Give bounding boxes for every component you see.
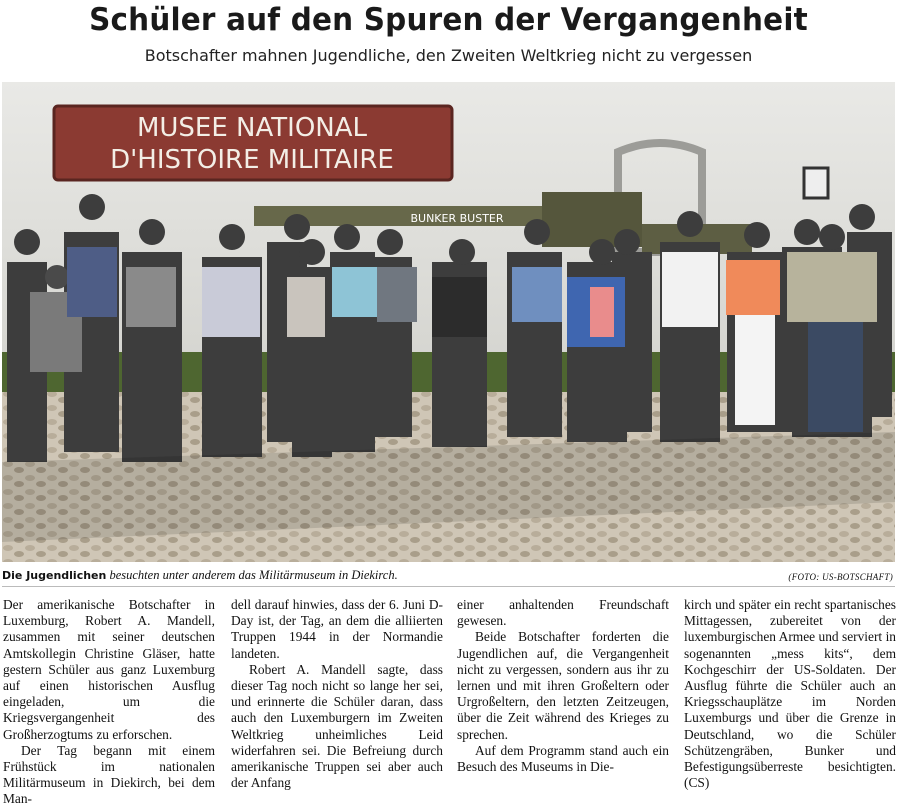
group-photo: [2, 82, 895, 562]
text-column-1: [3, 597, 215, 808]
paragraph: Robert A. Mandell sagte, dass dieser Tag noch nicht so lange her sei, und erinnerte die Schüler daran, dass auch den Luxemburgern im Zweiten Weltkrieg unheimliches Leid widerfahren sei. Die Befreiung durch amerikanische Truppen sei aber auch der Anfang: [231, 661, 443, 791]
paragraph: kirch und später ein recht spartanisches Mittagessen, zubereitet von der luxemburgischen Armee und serviert in sogenannten „mess kits“, dem Kochgeschirr der US-Soldaten. Der Ausflug führte die Schüler auch an Kriegsschauplätze im Norden Luxemburgs und über die Grenze in Deutschland, wo die Schüler Schützengräben, Bunker und Befestigungsüberreste besichtigten. (CS): [684, 597, 896, 791]
photo-illustration: [2, 82, 895, 562]
photo-credit: (FOTO: US-BOTSCHAFT): [788, 572, 893, 582]
paragraph: dell darauf hinwies, dass der 6. Juni D-Day ist, der Tag, an dem die alliierten Truppen 1944 in der Normandie landeten.: [231, 597, 443, 661]
paragraph: Beide Botschafter forderten die Jugendlichen auf, die Vergangenheit nicht zu vergessen, sondern aus ihr zu lernen und mit ihren Großeltern oder Urgroßeltern, den letzten Zeitzeugen, über die Zeit während des Krieges zu sprechen.: [457, 629, 669, 742]
sign-line1: MUSEE NATIONAL: [136, 113, 368, 143]
paragraph: Der Tag begann mit einem Frühstück im nationalen Militärmuseum in Diekirch, bei dem Man-: [3, 742, 215, 807]
paragraph: einer anhaltenden Freundschaft gewesen.: [457, 597, 669, 629]
subheadline: Botschafter mahnen Jugendliche, den Zweiten Weltkrieg nicht zu vergessen: [144, 46, 753, 65]
text-column-3: [457, 597, 669, 775]
text-column-4: [684, 597, 896, 791]
headline: Schüler auf den Spuren der Vergangenheit: [89, 2, 808, 38]
caption-text: besuchten unter anderem das Militärmuseum in Diekirch.: [106, 568, 398, 582]
paragraph: Der amerikanische Botschafter in Luxemburg, Robert A. Mandell, zusammen mit seiner deutschen Amtskollegin Christine Gläser, hatte gestern Schüler aus ganz Luxemburg auf einen historischen Ausflug eingeladen, um die Kriegsvergangenheit des Großherzogtums zu erforschen.: [3, 597, 215, 742]
text-column-2: [231, 597, 443, 791]
photo-caption: [2, 568, 895, 583]
sign-line2: D'HISTOIRE MILITAIRE: [110, 145, 394, 175]
divider: [2, 586, 895, 587]
paragraph: Auf dem Programm stand auch ein Besuch des Museums in Die-: [457, 742, 669, 775]
caption-lead: Die Jugendlichen: [2, 569, 107, 582]
gun-label: BUNKER BUSTER: [410, 212, 504, 225]
